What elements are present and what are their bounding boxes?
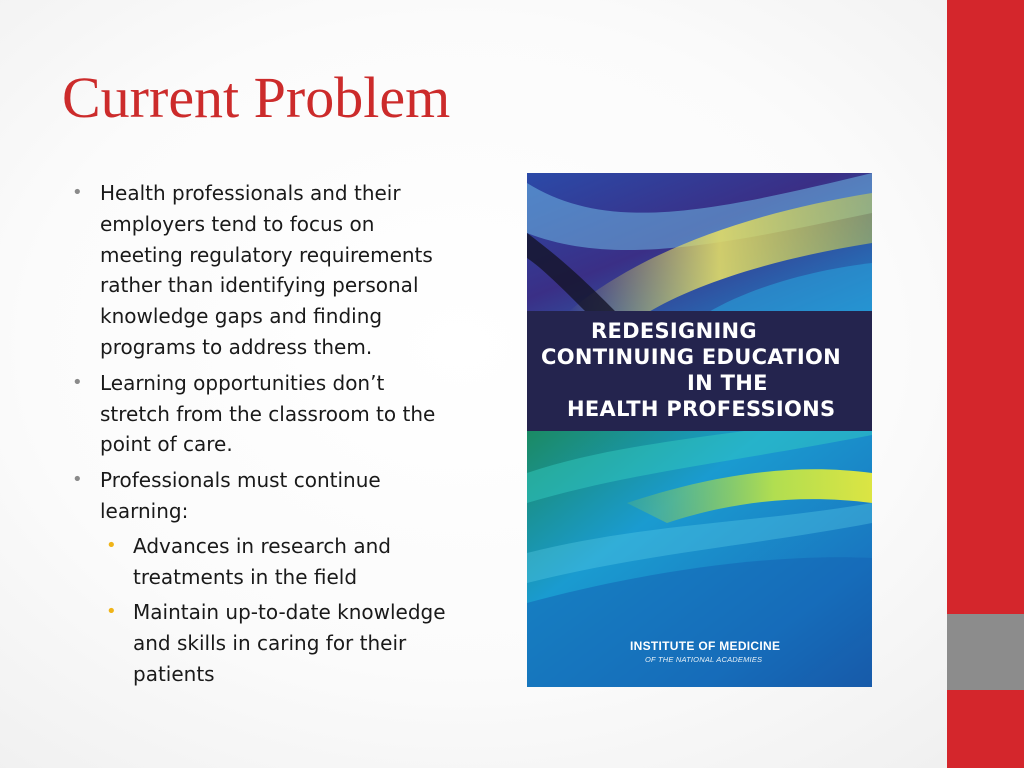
book-title-line: REDESIGNING xyxy=(591,319,757,343)
sub-bullet-item: • Maintain up-to-date knowledge and skills in caring for their patients xyxy=(100,597,452,689)
book-publisher-subtitle: OF THE NATIONAL ACADEMIES xyxy=(645,655,763,664)
book-cover-image xyxy=(527,173,872,687)
bullet-item-with-subitems xyxy=(72,465,452,690)
book-title-line: IN THE xyxy=(687,371,768,395)
bullet-item: • Health professionals and their employers tend to focus on meeting regulatory requirements rather than identifying personal knowledge gaps and finding programs to address them. xyxy=(72,178,452,363)
bullet-item: • Learning opportunities don’t stretch from the classroom to the point of care. xyxy=(72,368,452,460)
bullet-item-text: Professionals must continue learning: xyxy=(100,468,381,523)
slide-title: Current Problem xyxy=(62,65,451,130)
accent-bar-gray xyxy=(947,614,1024,690)
book-title-line: CONTINUING EDUCATION xyxy=(541,345,841,369)
sub-bullet-item: • Advances in research and treatments in the field xyxy=(100,531,452,593)
book-title-line: HEALTH PROFESSIONS xyxy=(567,397,836,421)
bullet-list xyxy=(72,178,452,695)
book-publisher: INSTITUTE OF MEDICINE xyxy=(630,639,781,653)
sub-bullet-list xyxy=(100,531,452,690)
